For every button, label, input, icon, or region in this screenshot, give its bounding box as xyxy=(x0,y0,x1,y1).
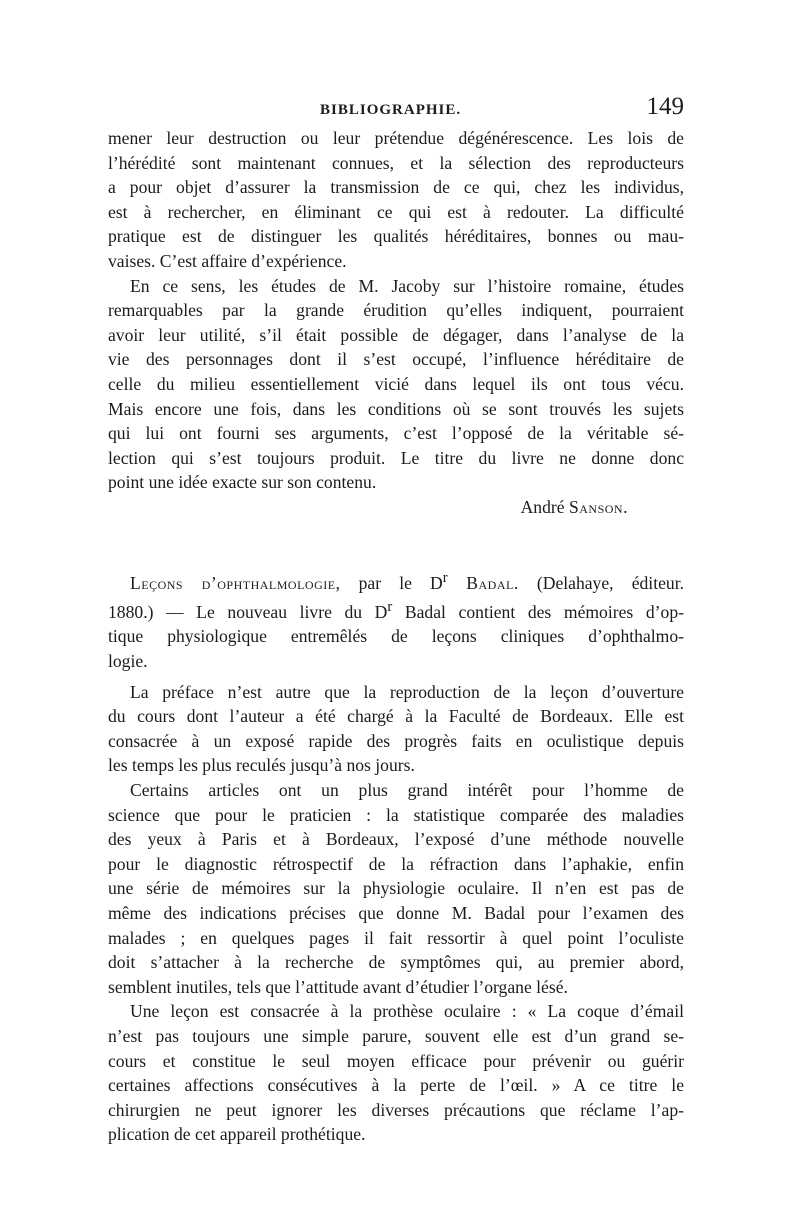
signature-last-name: Sanson. xyxy=(568,496,628,517)
signature xyxy=(108,495,684,520)
text-line: Certains articles ont un plus grand intérêt pour l’homme de xyxy=(130,779,684,800)
text-line: remarquables par la grande érudition qu’elles indiquent, pourraient xyxy=(108,300,684,321)
text-line: Mais encore une fois, dans les conditions où se sont trouvés les sujets xyxy=(108,398,684,419)
text-line: La préface n’est autre que la reproduction de la leçon d’ouverture xyxy=(130,681,684,702)
text-line: certaines affections consécutives à la perte de l’œil. » A ce titre le xyxy=(108,1075,684,1096)
text-line: En ce sens, les études de M. Jacoby sur l’histoire romaine, études xyxy=(130,275,684,296)
text-line: point une idée exacte sur son contenu. xyxy=(108,472,377,493)
text-line: doit s’attacher à la recherche de symptômes qui, au premier abord, xyxy=(108,952,684,973)
text-fragment: par le D xyxy=(340,572,443,593)
text-line: une série de mémoires sur la physiologie oculaire. Il n’en est pas de xyxy=(108,878,684,899)
text-line: des yeux à Paris et à Bordeaux, l’exposé d’une méthode nouvelle xyxy=(108,829,684,850)
text-line: vie des personnages dont il s’est occupé, l’influence héréditaire de xyxy=(108,349,684,370)
paragraph-prothese xyxy=(108,999,684,1147)
paragraph-jacoby xyxy=(108,274,684,495)
paragraph-heredite xyxy=(108,126,684,274)
text-line: vaises. C’est affaire d’expérience. xyxy=(108,250,347,271)
text-line: semblent inutiles, tels que l’attitude avant d’étudier l’organe lésé. xyxy=(108,976,568,997)
text-line: cours et constitue le seul moyen efficace pour prévenir ou guérir xyxy=(108,1050,684,1071)
review-heading-line xyxy=(108,566,684,595)
signature-first-name: André xyxy=(520,496,565,517)
page xyxy=(108,93,684,1147)
text-line: logie. xyxy=(108,651,148,671)
text-line: pour le diagnostic rétrospectif de la réfraction dans l’aphakie, enfin xyxy=(108,853,684,874)
paragraph-preface xyxy=(108,680,684,778)
text-line: du cours dont l’auteur a été chargé à la Faculté de Bordeaux. Elle est xyxy=(108,706,684,727)
superscript: r xyxy=(387,598,393,615)
text-fragment: (Delahaye, éditeur. xyxy=(518,572,684,593)
superscript: r xyxy=(442,569,448,586)
review-line xyxy=(108,595,684,624)
review-badal xyxy=(108,566,684,674)
text-line: est à rechercher, en éliminant ce qui est à redouter. La difficulté xyxy=(108,201,684,222)
text-fragment: 1880.) — Le nouveau livre du D xyxy=(108,601,388,622)
text-line: celle du milieu essentiellement vicié dans lequel ils ont tous vécu. xyxy=(108,373,684,394)
text-fragment: Badal contient des mémoires d’op- xyxy=(392,601,684,622)
text-line: tique physiologique entremêlés de leçons cliniques d’ophthalmo- xyxy=(108,626,684,647)
text-line: avoir leur utilité, s’il était possible de dégager, dans l’analyse de la xyxy=(108,324,684,345)
text-line: même des indications précises que donne M. Badal pour l’examen des xyxy=(108,902,684,923)
text-line: malades ; en quelques pages il fait ressortir à quel point l’oculiste xyxy=(108,927,684,948)
text-line: n’est pas toujours une simple parure, souvent elle est d’un grand se- xyxy=(108,1025,684,1046)
text-line: lection qui s’est toujours produit. Le titre du livre ne donne donc xyxy=(108,447,684,468)
text-line: qui lui ont fourni ses arguments, c’est l’opposé de la véritable sé- xyxy=(108,423,684,444)
text-line: science que pour le praticien : la statistique comparée des maladies xyxy=(108,804,684,825)
text-line: mener leur destruction ou leur prétendue dégénérescence. Les lois de xyxy=(108,128,684,148)
text-line: chirurgien ne peut ignorer les diverses précautions que réclame l’ap- xyxy=(108,1099,684,1120)
text-line: consacrée à un exposé rapide des progrès faits en oculistique depuis xyxy=(108,730,684,751)
text-line: a pour objet d’assurer la transmission de ce qui, chez les individus, xyxy=(108,177,684,198)
text-line: plication de cet appareil prothétique. xyxy=(108,1124,366,1145)
book-title: Leçons d’ophthalmologie, xyxy=(130,572,341,593)
running-title: BIBLIOGRAPHIE. xyxy=(320,102,462,118)
author-name: Badal. xyxy=(447,572,519,593)
paragraph-articles xyxy=(108,778,684,999)
section-gap xyxy=(108,520,684,566)
page-number: 149 xyxy=(646,93,684,120)
running-head xyxy=(108,93,684,126)
text-line: les temps les plus reculés jusqu’à nos jours. xyxy=(108,755,415,776)
text-line: Une leçon est consacrée à la prothèse oculaire : « La coque d’émail xyxy=(130,1001,684,1022)
text-line: l’hérédité sont maintenant connues, et la sélection des reproducteurs xyxy=(108,152,684,173)
text-line: pratique est de distinguer les qualités héréditaires, bonnes ou mau- xyxy=(108,226,684,247)
